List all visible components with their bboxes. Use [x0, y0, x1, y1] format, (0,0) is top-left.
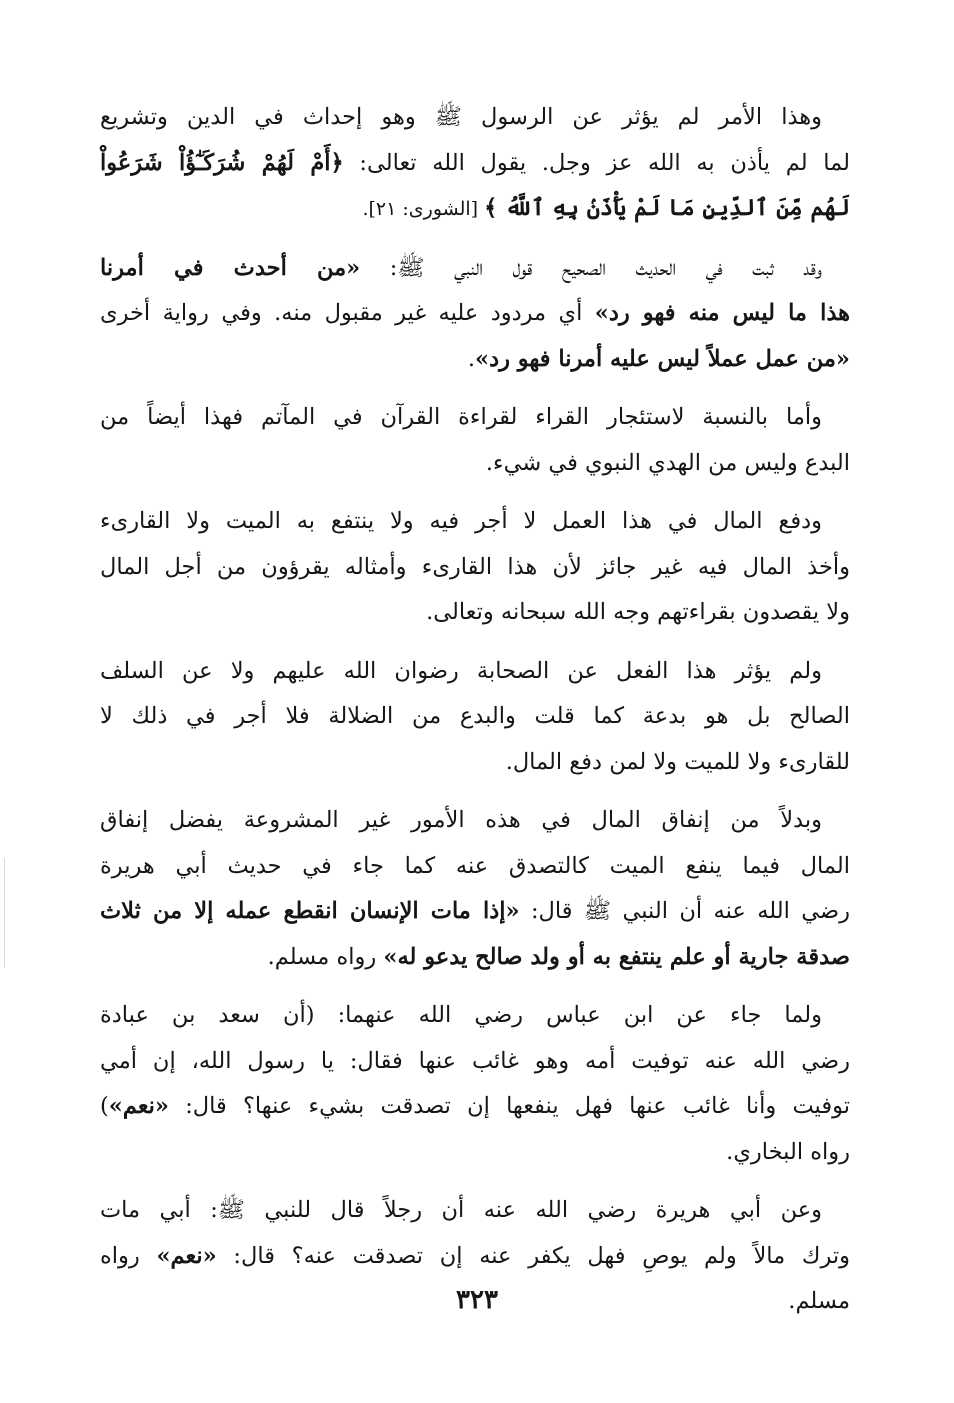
- bold-text: «نعم»: [156, 1242, 217, 1269]
- text-line: [100, 590, 850, 636]
- bold-text: صدقة جارية أو علم ينتفع به أو ولد صالح يدعو له»: [383, 943, 850, 970]
- text-segment: وترك مالاً ولم يوصِ فهل يكفر عنه إن تصدقت عنه؟ قال:: [216, 1242, 850, 1269]
- text-segment: رضي الله عنه توفيت أمه وهو غائب عنها فقال: يا رسول الله، إن أمي: [100, 1047, 850, 1074]
- paragraph: [100, 649, 850, 786]
- text-line: [100, 441, 850, 487]
- text-segment: ): [100, 1093, 109, 1119]
- text-line: [100, 1039, 850, 1085]
- paragraph: [100, 95, 850, 233]
- bold-text: «من أحدث في أمرنا: [100, 254, 361, 281]
- text-line: [100, 1188, 850, 1234]
- quran-verse: ﴿أَمْ لَهُمْ شُرَكَـٰٓؤُاْ شَرَعُواْ: [100, 149, 344, 176]
- text-segment: ولا يقصدون بقراءتهم وجه الله سبحانه وتعالى.: [426, 599, 850, 625]
- quran-verse: لَهُم مِّنَ ٱلدِّينِ مَا لَمْ يَأْذَنۢ بِهِ ٱللَّهُ ﴾: [484, 195, 850, 221]
- text-segment: وعن أبي هريرة رضي الله عنه أن رجلاً قال للنبي ﷺ: أبي مات: [100, 1197, 822, 1223]
- text-line: [100, 545, 850, 591]
- text-segment: أي مردود عليه غير مقبول منه. وفي رواية أخرى: [100, 300, 595, 326]
- text-segment: توفيت وأنا غائب عنها فهل ينفعها إن تصدقت بشيء عنها؟ قال:: [169, 1093, 850, 1119]
- text-segment: وبدلاً من إنفاق المال في هذه الأمور غير المشروعة يفضل إنفاق: [100, 807, 822, 833]
- text-segment: للقارىء ولا للميت ولا لمن دفع المال.: [505, 748, 850, 775]
- text-line: [100, 395, 850, 441]
- text-line: [100, 889, 850, 935]
- text-segment: ودفع المال في هذا العمل لا أجر فيه ولا ينتفع به الميت ولا القارىء: [100, 508, 822, 534]
- text-segment: وقد ثبت في الحديث الصحيح قول النبي ﷺ:: [360, 254, 822, 281]
- text-line: [100, 95, 850, 141]
- text-segment: رواه: [100, 1242, 157, 1269]
- bold-text: «إذا مات الإنسان انقطع عمله إلا من ثلاث: [100, 898, 520, 924]
- verse-reference: [الشورى: ٢١].: [362, 198, 485, 220]
- text-segment: ولما جاء عن ابن عباس رضي الله عنهما: (أن سعد بن عبادة: [100, 1002, 822, 1028]
- text-line: [100, 186, 850, 233]
- margin-mark: [4, 858, 5, 968]
- bold-text: «من عمل عملاً ليس عليه أمرنا فهو رد»: [475, 345, 850, 372]
- text-line: [100, 337, 850, 383]
- text-segment: وأخذ المال فيه غير جائز لأن هذا القارىء وأمثاله يقرؤون من أجل المال: [100, 553, 850, 580]
- bold-text: «نعم»: [108, 1093, 169, 1119]
- text-line: [100, 740, 850, 786]
- paragraph: [100, 798, 850, 980]
- text-segment: المال فيما ينفع الميت كالتصدق عنه كما جاء في حديث أبي هريرة: [100, 852, 850, 879]
- text-line: [100, 798, 850, 844]
- text-line: [100, 844, 850, 890]
- page-number: ٣٢٣: [456, 1285, 498, 1315]
- text-segment: مسلم.: [788, 1288, 850, 1314]
- text-line: [100, 694, 850, 740]
- paragraph: [100, 395, 850, 486]
- paragraph: [100, 499, 850, 636]
- text-segment: لما لم يأذن به الله عز وجل. يقول الله تعالى:: [343, 149, 850, 176]
- text-line: [100, 993, 850, 1039]
- text-line: [100, 1130, 850, 1176]
- text-line: [100, 291, 850, 337]
- text-segment: الصالح بل هو بدعة كما قلت والبدع من الضلالة فلا أجر في ذلك لا: [100, 703, 850, 729]
- text-segment: رواه البخاري.: [726, 1138, 850, 1165]
- paragraph: [100, 246, 850, 383]
- text-line: [100, 1084, 850, 1130]
- text-line: [100, 499, 850, 545]
- text-line: [100, 935, 850, 981]
- text-segment: ولم يؤثر هذا الفعل عن الصحابة رضوان الله عليهم ولا عن السلف: [100, 657, 822, 684]
- text-line: [100, 649, 850, 695]
- text-segment: رضي الله عنه أن النبي ﷺ قال:: [519, 898, 850, 924]
- page-body: [100, 95, 850, 1338]
- paragraph: [100, 993, 850, 1175]
- text-line: [100, 1234, 850, 1280]
- text-segment: .: [467, 345, 475, 372]
- text-segment: وأما بالنسبة لاستئجار القراء لقراءة القرآن في المآتم فهذا أيضاً من: [100, 404, 822, 430]
- text-segment: رواه مسلم.: [267, 943, 384, 970]
- text-line: [100, 141, 850, 187]
- text-segment: وهذا الأمر لم يؤثر عن الرسول ﷺ وهو إحداث في الدين وتشريع: [100, 104, 822, 130]
- text-segment: البدع وليس من الهدي النبوي في شيء.: [485, 449, 850, 476]
- text-line: [100, 246, 850, 292]
- bold-text: هذا ما ليس منه فهو رد»: [594, 300, 850, 326]
